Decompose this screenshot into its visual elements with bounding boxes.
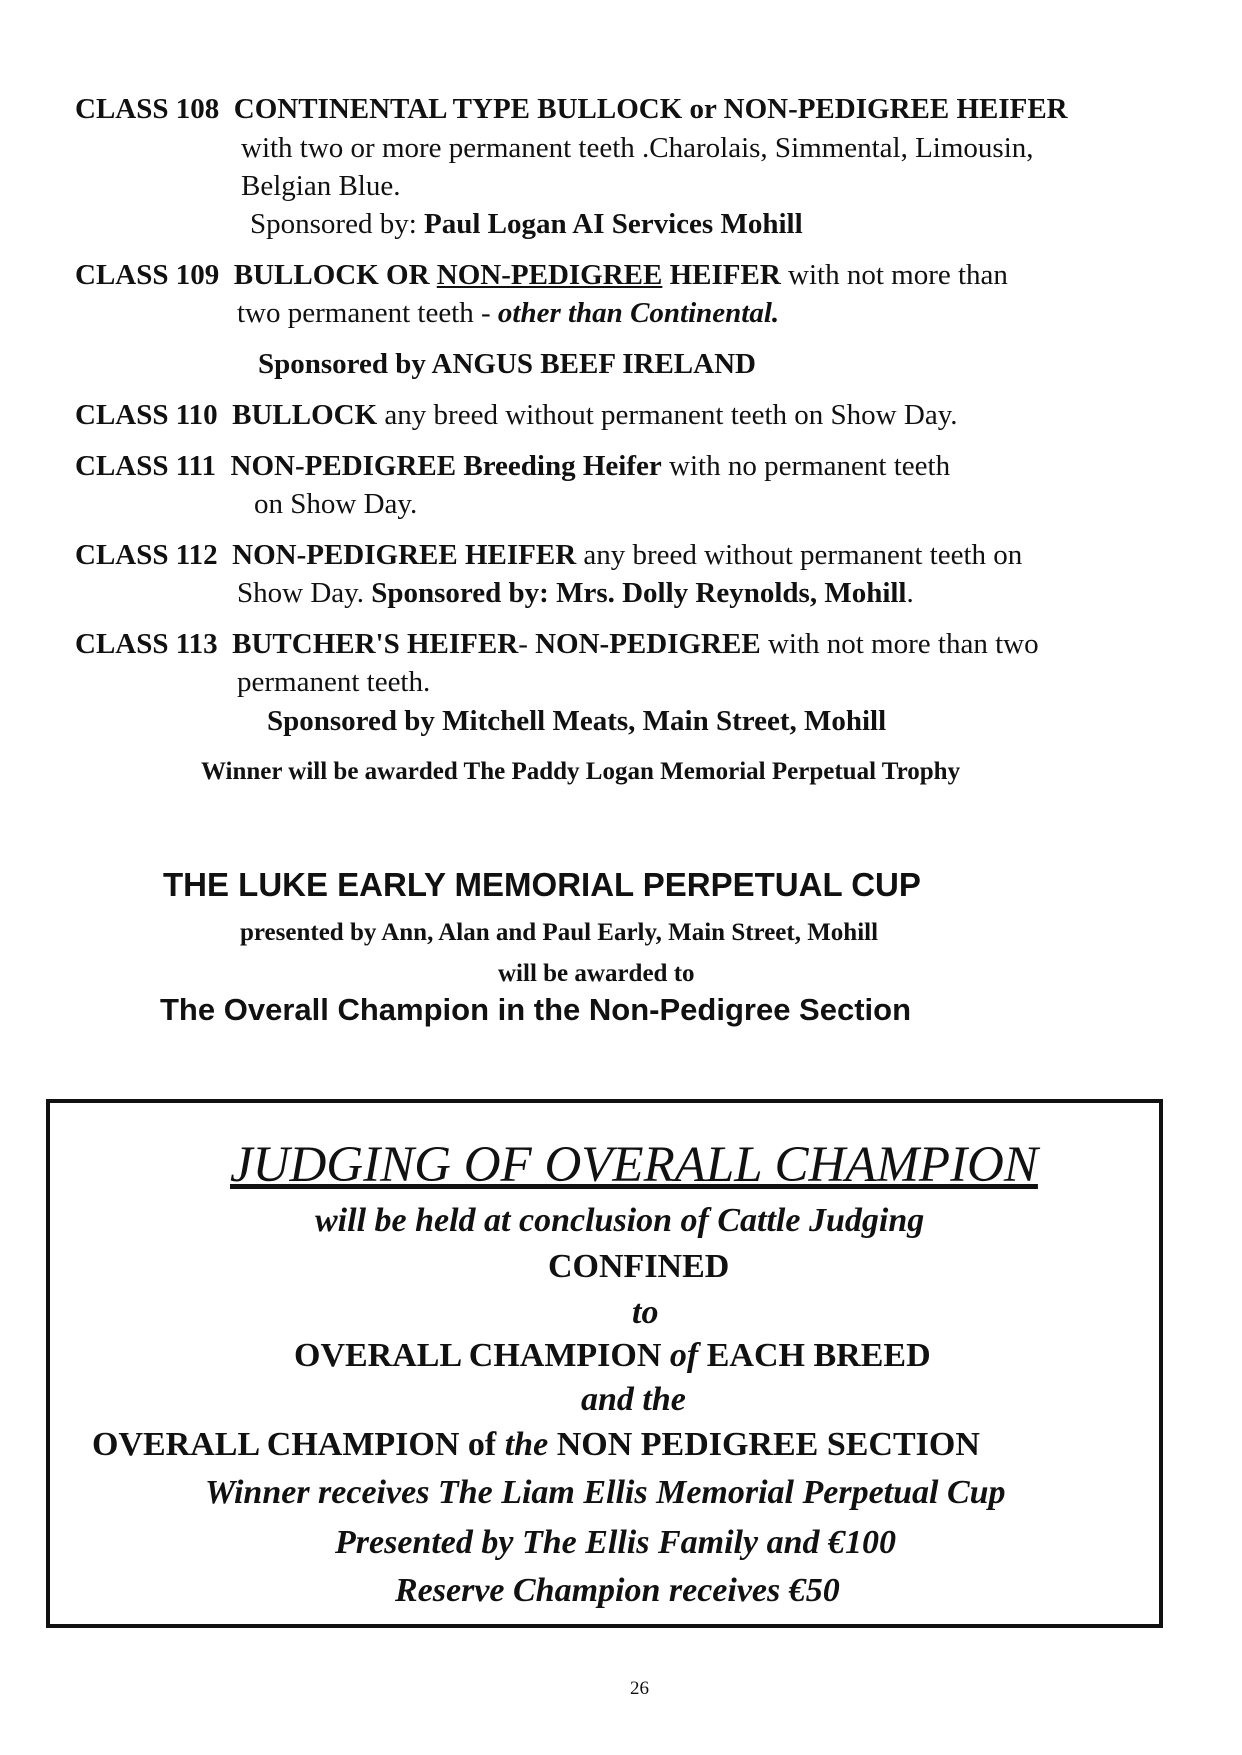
class-112-code: CLASS 112 [75, 539, 218, 571]
cup-recipient: The Overall Champion in the Non-Pedigree Section [160, 992, 912, 1027]
class-112-heading [75, 538, 1022, 572]
judging-box [46, 1099, 1163, 1628]
class-110-heading [75, 398, 958, 432]
class-111-code: CLASS 111 [75, 450, 217, 482]
cup-awarded: will be awarded to [498, 960, 695, 987]
class-113-code: CLASS 113 [75, 628, 218, 660]
class-111-title: NON-PEDIGREE Breeding Heifer [230, 450, 662, 482]
class-109-sponsor: Sponsored by ANGUS BEEF IRELAND [258, 348, 756, 380]
class-113-sponsor: Sponsored by Mitchell Meats, Main Street, Mohill [267, 705, 887, 737]
judging-each-c: EACH BREED [706, 1337, 931, 1374]
class-109-heading [75, 258, 1008, 292]
judging-held: will be held at conclusion of Cattle Judging [315, 1202, 925, 1239]
judging-presented: Presented by The Ellis Family and €100 [335, 1524, 896, 1561]
judging-reserve: Reserve Champion receives €50 [395, 1572, 840, 1609]
class-112-line2-a: Show Day. [237, 577, 365, 609]
class-113-heading [75, 627, 1039, 661]
cup-title: THE LUKE EARLY MEMORIAL PERPETUAL CUP [163, 866, 921, 903]
judging-each-a: OVERALL CHAMPION [294, 1337, 662, 1374]
class-111-rest: with no permanent teeth [669, 450, 951, 482]
judging-non-pedigree [92, 1425, 980, 1465]
judging-np-c: NON PEDIGREE SECTION [556, 1426, 980, 1463]
judging-to: to [632, 1294, 659, 1331]
class-112-sponsor: Sponsored by: Mrs. Dolly Reynolds, Mohill [371, 577, 907, 609]
judging-heading: JUDGING OF OVERALL CHAMPION [230, 1137, 1038, 1193]
class-112-title: NON-PEDIGREE HEIFER [232, 539, 577, 571]
class-108-sponsor [250, 207, 803, 241]
class-108-line2: with two or more permanent teeth .Charolais, Simmental, Limousin, [241, 132, 1034, 164]
class-108-sponsor-label: Sponsored by: [250, 208, 417, 240]
class-113-award: Winner will be awarded The Paddy Logan Memorial Perpetual Trophy [201, 758, 961, 785]
class-108-sponsor-name: Paul Logan AI Services Mohill [424, 208, 803, 240]
class-113-title-c: NON-PEDIGREE [535, 628, 761, 660]
class-110-code: CLASS 110 [75, 399, 218, 431]
class-109-line2-a: two permanent teeth - [237, 297, 491, 329]
class-113-line2: permanent teeth. [237, 666, 431, 698]
class-111-line2: on Show Day. [254, 488, 418, 520]
judging-np-a: OVERALL CHAMPION of [92, 1426, 497, 1463]
class-109-title-b: NON-PEDIGREE [436, 259, 663, 291]
class-110-title: BULLOCK [232, 399, 378, 431]
class-113-rest: with not more than two [767, 628, 1039, 660]
class-112-line2-end: . [906, 577, 914, 609]
class-108-title: CONTINENTAL TYPE BULLOCK or NON-PEDIGREE HEIFER [233, 93, 1068, 125]
class-108-heading [75, 92, 1068, 126]
judging-each-b: of [669, 1337, 699, 1374]
class-109-code: CLASS 109 [75, 259, 220, 291]
class-109-title-c: HEIFER [669, 259, 781, 291]
class-112-rest: any breed without permanent teeth on [583, 539, 1023, 571]
page-number: 26 [630, 1678, 649, 1699]
class-112-line2 [237, 576, 914, 610]
class-113-title-b: - [518, 628, 536, 660]
class-109-title-a: BULLOCK OR [233, 259, 430, 291]
judging-np-b: the [504, 1426, 549, 1463]
class-109-rest: with not more than [788, 259, 1008, 291]
judging-confined: CONFINED [548, 1248, 730, 1285]
class-111-heading [75, 449, 950, 483]
class-110-rest: any breed without permanent teeth on Show Day. [384, 399, 958, 431]
judging-and-the: and the [581, 1381, 686, 1418]
class-113-title-a: BUTCHER'S HEIFER [232, 628, 519, 660]
cup-presented: presented by Ann, Alan and Paul Early, Main Street, Mohill [240, 919, 879, 946]
class-109-line2 [237, 296, 779, 330]
class-109-line2-b: other than Continental. [497, 297, 780, 329]
judging-each-breed [294, 1336, 931, 1376]
judging-winner: Winner receives The Liam Ellis Memorial Perpetual Cup [205, 1474, 1006, 1511]
class-108-code: CLASS 108 [75, 93, 220, 125]
class-108-line3: Belgian Blue. [241, 170, 401, 202]
